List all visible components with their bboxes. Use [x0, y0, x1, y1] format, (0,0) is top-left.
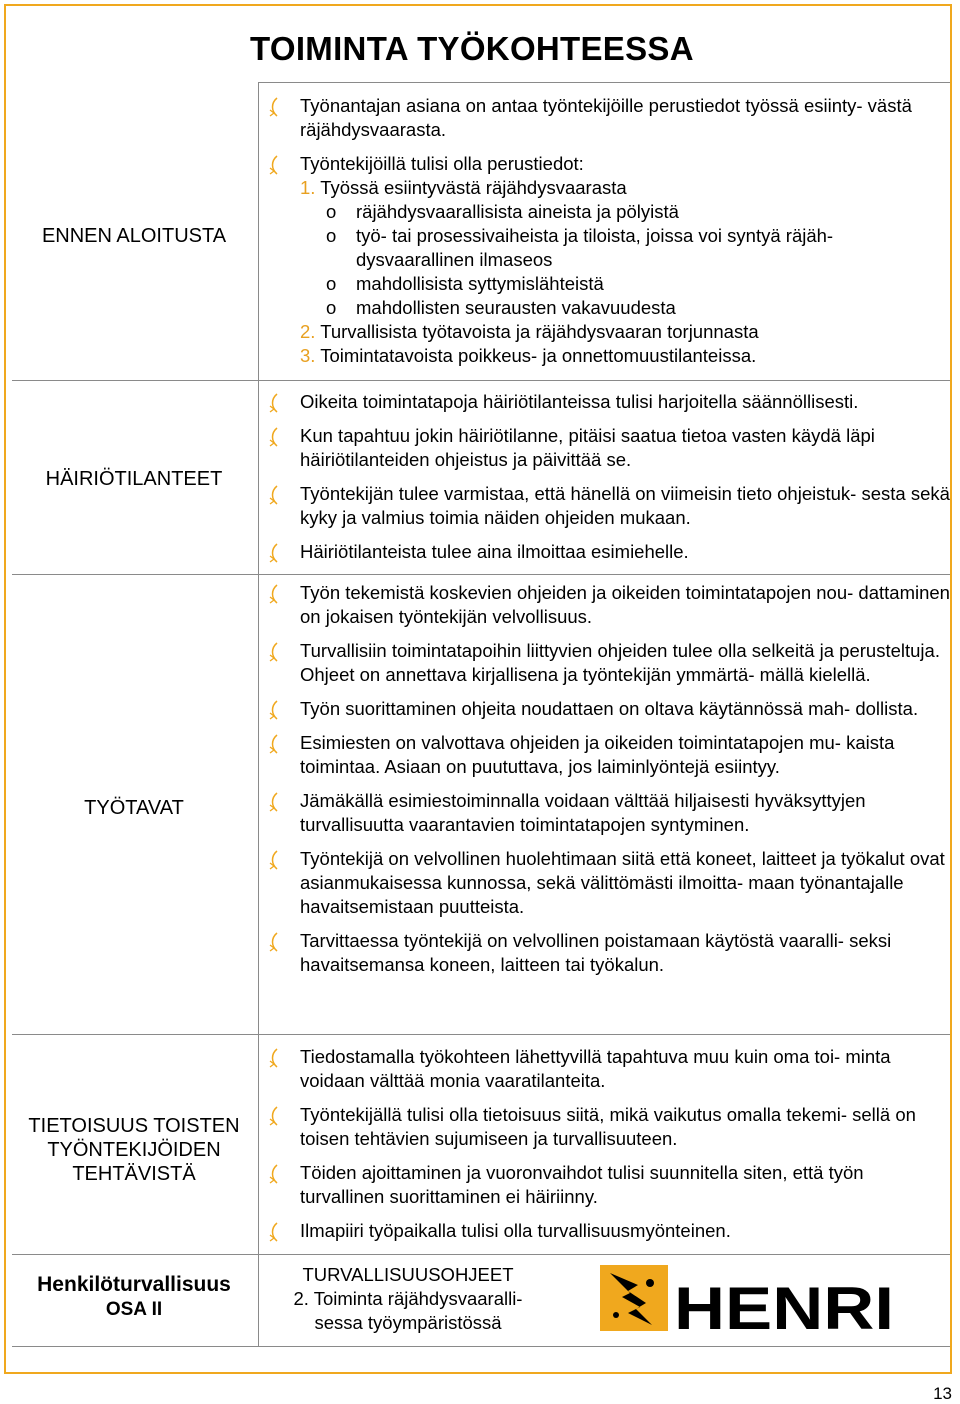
bullet-text: Jämäkällä esimiestoiminnalla voidaan välttää hiljaisesti hyväksyttyjen turvallisuutta vaarantavien toimintatapojen syntyminen. [300, 790, 866, 835]
list-item [262, 789, 950, 837]
bullet-text: Työn suorittaminen ohjeita noudattaen on oltava käytännössä mah- dollista. [300, 698, 919, 719]
list-item [262, 847, 950, 919]
bullet-icon [268, 1048, 280, 1068]
list-item [262, 639, 950, 687]
bullet-icon [268, 427, 280, 447]
bullet-text: Töiden ajoittaminen ja vuoronvaihdot tulisi suunnitella siten, että työn turvallinen suorittaminen ei häiriinny. [300, 1162, 864, 1207]
bullet-text: Työntekijä on velvollinen huolehtimaan siitä että koneet, laitteet ja työkalut ovat asianmukaisessa kunnossa, sekä välittömästi ilmoitta- maan työnantajalle havaitsemistaan puutteista. [300, 848, 945, 917]
list-item [262, 929, 950, 977]
sub-item [300, 224, 950, 272]
bullet-text: Työn tekemistä koskevien ohjeiden ja oikeiden toimintatapojen nou- dattaminen on jokaisen työntekijän velvollisuus. [300, 582, 950, 627]
bullet-icon [268, 734, 280, 754]
list-item [262, 731, 950, 779]
bullet-icon [268, 642, 280, 662]
section-tietoisuus-content [262, 1045, 950, 1243]
bullet-icon [268, 393, 280, 413]
list-item [262, 581, 950, 629]
bullet-text: Työntekijän tulee varmistaa, että hänellä on viimeisin tieto ohjeistuk- sesta sekä kyky ja valmius toimia näiden ohjeiden mukaan. [300, 483, 950, 528]
numbered-item-1 [300, 176, 950, 200]
footer-line: 2. Toiminta räjähdysvaaralli- [293, 1288, 523, 1309]
section-ennen-content [262, 94, 950, 368]
numbered-list [300, 320, 950, 368]
section-tyotavat-content [262, 581, 950, 977]
bullet-icon [268, 932, 280, 952]
sub-text: työ- tai prosessivaiheista ja tiloista, joissa voi syntyä räjäh- dysvaarallinen ilmaseos [356, 225, 834, 270]
sub-item [300, 200, 950, 224]
list-item [262, 390, 950, 414]
list-item [262, 152, 950, 368]
page-title: TOIMINTA TYÖKOHTEESSA [250, 30, 694, 67]
list-item [262, 424, 950, 472]
row-divider-4 [12, 1254, 950, 1255]
sub-text: mahdollisista syttymislähteistä [356, 273, 604, 294]
bullet-text: Esimiesten on valvottava ohjeiden ja oikeiden toimintatapojen mu- kaista toimintaa. Asiaan on puututtava, jos laiminlyöntejä esiintyy. [300, 732, 895, 777]
bullet-icon [268, 1164, 280, 1184]
section-label-hairio: HÄIRIÖTILANTEET [45, 468, 223, 490]
logo-text: HENRI [674, 1275, 894, 1333]
label-line: TEHTÄVISTÄ [72, 1163, 196, 1185]
footer-left [12, 1272, 256, 1322]
bullet-icon [268, 1222, 280, 1242]
bullet-icon [268, 1106, 280, 1126]
numbered-text: Turvallisista työtavoista ja räjähdysvaaran torjunnasta [315, 321, 759, 342]
section-label-ennen: ENNEN ALOITUSTA [41, 225, 227, 247]
sub-marker: o [326, 201, 337, 222]
numbered-item-2 [300, 320, 950, 344]
section-hairio-content [262, 390, 950, 564]
label-line: TIETOISUUS TOISTEN [28, 1115, 240, 1137]
row-divider-5 [12, 1346, 950, 1347]
column-divider [258, 82, 259, 1346]
sub-marker: o [326, 297, 337, 318]
list-item [262, 1103, 950, 1151]
bullet-text: Ilmapiiri työpaikalla tulisi olla turvallisuusmyönteinen. [300, 1220, 731, 1241]
bullet-text: Häiriötilanteista tulee aina ilmoittaa esimiehelle. [300, 541, 689, 562]
bullet-text: Työntekijällä tulisi olla tietoisuus siitä, mikä vaikutus omalla tekemi- sellä on toisen tehtävien sujumiseen ja turvallisuuteen. [300, 1104, 916, 1149]
row-divider-3 [12, 1034, 950, 1035]
numbered-list [300, 176, 950, 200]
bullet-icon [268, 792, 280, 812]
page-number: 13 [933, 1384, 952, 1403]
sub-marker: o [326, 273, 337, 294]
sub-text: mahdollisten seurausten vakavuudesta [356, 297, 676, 318]
label-line: TYÖNTEKIJÖIDEN [47, 1139, 221, 1161]
numbered-text: Toimintatavoista poikkeus- ja onnettomuustilanteissa. [315, 345, 757, 366]
bullet-text: Turvallisiin toimintatapoihin liittyvien ohjeiden tulee olla selkeitä ja perusteltuja. Ohjeet on annettava kirjallisena ja työntekijän ymmärtä- mällä kielellä. [300, 640, 940, 685]
sub-list [300, 200, 950, 320]
section-label-tyotavat: TYÖTAVAT [84, 797, 184, 819]
list-item [262, 540, 950, 564]
list-item [262, 1045, 950, 1093]
number-marker: 3. [300, 345, 316, 366]
bullet-text: Työnantajan asiana on antaa työntekijöille perustiedot työssä esiinty- västä räjähdysvaarasta. [300, 95, 912, 140]
bullet-text: Oikeita toimintatapoja häiriötilanteissa tulisi harjoitella säännöllisesti. [300, 391, 859, 412]
sub-text: räjähdysvaarallisista aineista ja pölyistä [356, 201, 679, 222]
henri-logo [600, 1263, 896, 1333]
numbered-item-3 [300, 344, 950, 368]
bullet-icon [268, 850, 280, 870]
list-item [262, 1161, 950, 1209]
footer-part: OSA II [105, 1299, 163, 1320]
bullet-icon [268, 700, 280, 720]
bullet-text: Tarvittaessa työntekijä on velvollinen poistamaan käytöstä vaaralli- seksi havaitsemansa koneen, laitteen tai työkalun. [300, 930, 892, 975]
footer-series-title: Henkilöturvallisuus [37, 1273, 231, 1296]
list-item [262, 1219, 950, 1243]
numbered-text: Työssä esiintyvästä räjähdysvaarasta [315, 177, 627, 198]
footer-middle [262, 1263, 554, 1335]
title-underline [258, 82, 950, 83]
list-item [262, 697, 950, 721]
list-item [262, 482, 950, 530]
row-divider-1 [12, 380, 950, 381]
sub-item [300, 272, 950, 296]
list-item [262, 94, 950, 142]
bullet-icon [268, 485, 280, 505]
number-marker: 1. [300, 177, 316, 198]
bullet-text: Tiedostamalla työkohteen lähettyvillä tapahtuva muu kuin oma toi- minta voidaan välttää monia vaaratilanteita. [300, 1046, 891, 1091]
row-divider-2 [12, 574, 950, 575]
sub-marker: o [326, 225, 337, 246]
number-marker: 2. [300, 321, 316, 342]
bullet-text: Kun tapahtuu jokin häiriötilanne, pitäisi saatua tietoa vasten käydä läpi häiriötilanteiden ohjeistus ja päivittää se. [300, 425, 875, 470]
bullet-icon [268, 584, 280, 604]
bullet-icon [268, 155, 280, 175]
bullet-text: Työntekijöillä tulisi olla perustiedot: [300, 153, 584, 174]
sub-item [300, 296, 950, 320]
footer-line: TURVALLISUUSOHJEET [302, 1264, 514, 1285]
bullet-icon [268, 543, 280, 563]
section-label-tietoisuus [12, 1114, 256, 1186]
footer-line: sessa työympäristössä [314, 1312, 502, 1333]
bullet-icon [268, 97, 280, 117]
